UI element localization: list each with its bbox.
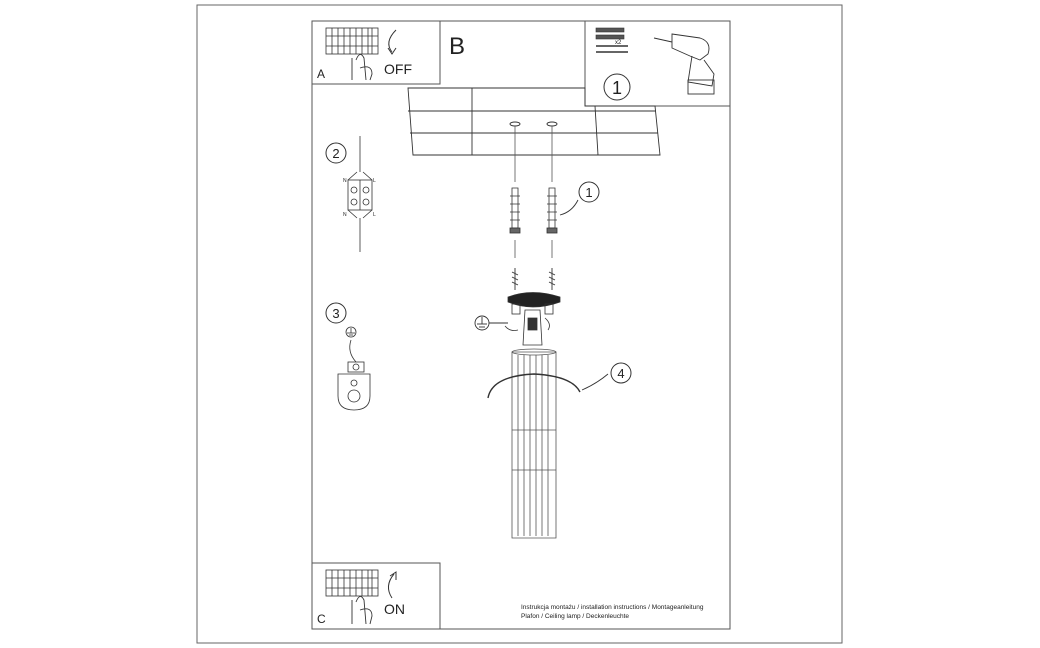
step-3-number: 3: [332, 306, 340, 321]
panel-c: [312, 563, 440, 629]
wire-n-label: N: [343, 178, 347, 184]
footer-line-2: Plafon / Ceiling lamp / Deckenleuchte: [521, 613, 630, 620]
step-2-number: 2: [332, 146, 340, 161]
panel-a-letter: A: [317, 67, 326, 81]
kit-step-number: 1: [611, 78, 623, 98]
outer-frame: [197, 5, 842, 643]
earth-terminal-icon: [338, 327, 370, 410]
wall-plugs: [510, 188, 557, 233]
step-4-number: 4: [617, 366, 625, 381]
hand-on-icon: [352, 596, 372, 624]
arrow-up-icon: [388, 574, 394, 598]
lamp-cylinder: [512, 349, 556, 538]
panel-c-letter: C: [317, 612, 326, 626]
wire-l-label-bottom: L: [373, 212, 376, 218]
panel-a-state: OFF: [384, 61, 412, 77]
terminal-block-icon: [348, 136, 372, 252]
panel-b-letter: B: [449, 33, 466, 60]
breaker-box-on-icon: [326, 570, 378, 596]
footer-line-1: Instrukcja montażu / installation instructions / Montageanleitung: [521, 604, 704, 611]
kit-quantity: x2: [615, 40, 622, 46]
wire-n-label-bottom: N: [343, 212, 347, 218]
ground-symbol-icon: [475, 316, 508, 330]
screws: [512, 268, 555, 290]
shade-ring: [488, 374, 580, 398]
cable-connector: [505, 310, 549, 345]
kit-panel: [585, 21, 730, 106]
drill-icon: [654, 34, 714, 94]
dowel-icon: [596, 28, 628, 52]
panel-a: [312, 21, 440, 84]
mounting-bracket: [508, 293, 560, 315]
arrow-down-icon: [389, 30, 396, 52]
breaker-box-icon: [326, 28, 378, 54]
wire-l-label: L: [373, 178, 376, 184]
ceiling-panels: [408, 88, 660, 155]
step-1-number: 1: [585, 185, 593, 200]
panel-c-state: ON: [384, 601, 405, 617]
hand-icon: [352, 54, 372, 80]
